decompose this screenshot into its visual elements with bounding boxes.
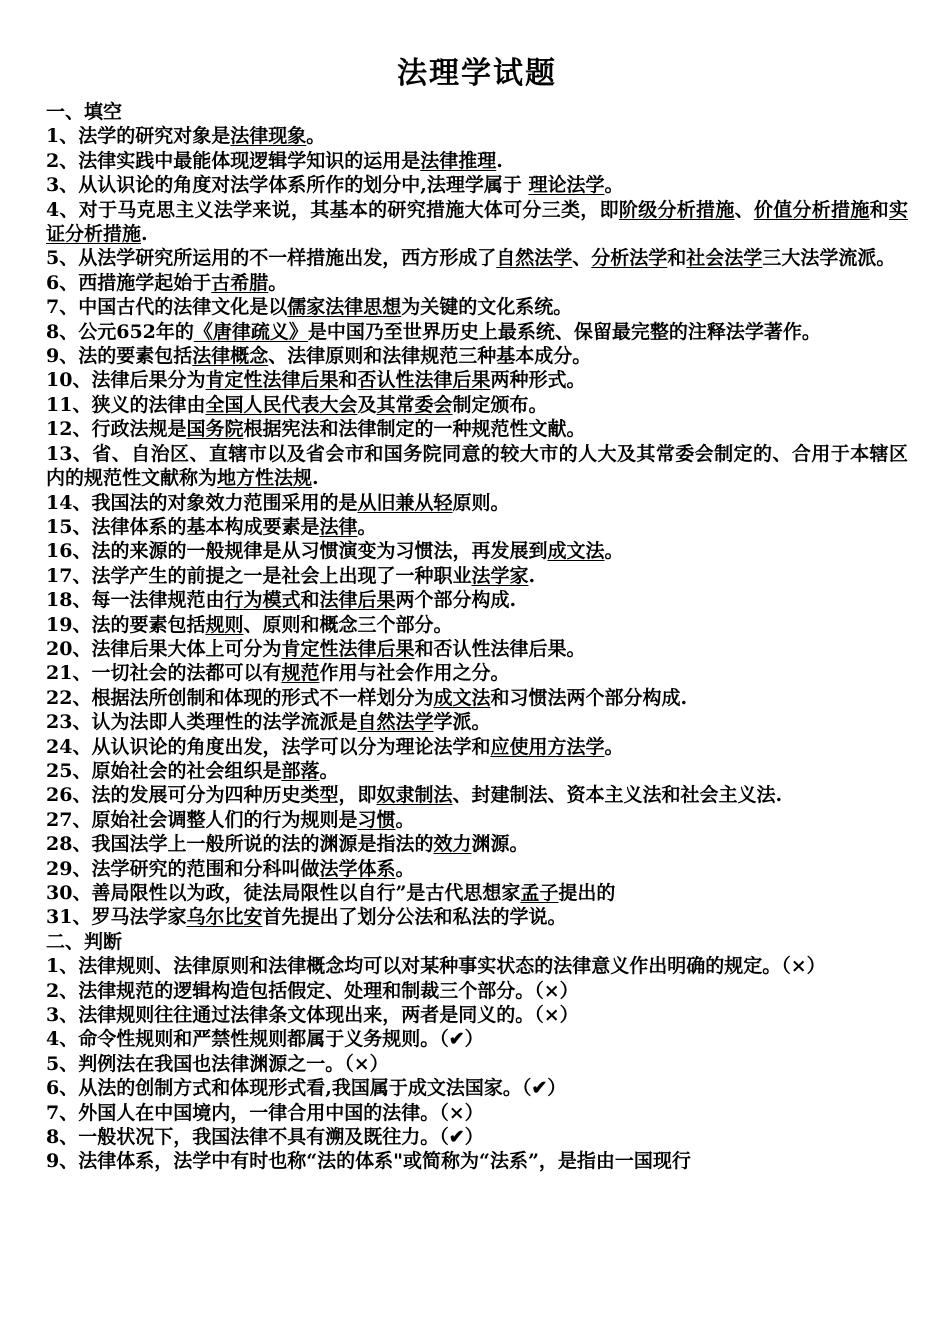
question-text: 5、判例法在我国也法律渊源之一。（×） — [46, 1052, 389, 1075]
question-item — [46, 661, 908, 685]
question-text: 首先提出了划分公法和私法的学说。 — [262, 906, 567, 929]
question-text: 渊源。 — [471, 833, 529, 856]
question-text: 21、一切社会的法都可以有 — [46, 662, 282, 685]
question-item — [46, 368, 908, 392]
question-item — [46, 149, 908, 173]
answer-text: 规则 — [205, 613, 244, 636]
answer-text: 部落 — [281, 759, 320, 782]
question-item — [46, 539, 908, 563]
question-item — [46, 881, 908, 905]
question-text: 20、法律后果大体上可分为 — [46, 637, 282, 660]
answer-text: 成文法 — [547, 540, 605, 563]
question-item — [46, 198, 908, 247]
question-item — [46, 344, 908, 368]
question-text: 22、根据法所创制和体现的形式不一样划分为 — [46, 686, 434, 709]
answer-text: 从旧兼从轻 — [357, 491, 453, 514]
question-text: . — [528, 564, 536, 587]
question-item — [46, 393, 908, 417]
answer-text: 习惯 — [357, 808, 396, 831]
question-text: 。 — [604, 735, 624, 758]
question-item — [46, 759, 908, 783]
question-item — [46, 1052, 908, 1076]
question-text: 5、从法学研究所运用的不一样措施出发，西方形成了 — [46, 247, 497, 270]
question-text: 13、省、自治区、直辖市以及省会市和国务院同意的较大市的人大及其常委会制定的、合用于本辖区内的规范性文献称为 — [46, 442, 908, 490]
question-text: 4、对于马克思主义法学来说，其基本的研究措施大体可分三类，即 — [46, 198, 619, 221]
question-item — [46, 1027, 908, 1051]
question-text: 为关键的文化系统。 — [401, 296, 573, 319]
answer-text: 法学体系 — [319, 857, 396, 880]
question-text: . — [141, 223, 148, 246]
question-text: 、法律原则和法律规范三种基本成分。 — [268, 345, 592, 368]
question-text: 8、一般状况下，我国法律不具有溯及既往力。（✔） — [46, 1126, 484, 1149]
question-text: 23、认为法即人类理性的法学流派是 — [46, 711, 358, 734]
question-text: 和习惯法两个部分构成. — [490, 686, 688, 709]
question-text: 19、法的要素包括 — [46, 613, 206, 636]
answer-text: 法律 — [319, 515, 358, 538]
question-text: 提出的 — [558, 882, 616, 904]
section-heading: 二、判断 — [46, 930, 123, 953]
question-text: 9、法律体系，法学中有时也称“法的体系"或简称为“法系”，是指由一国现行 — [46, 1150, 691, 1173]
question-text: 4、命令性规则和严禁性规则都属于义务规则。（✔） — [46, 1028, 484, 1051]
question-text: 27、原始社会调整人们的行为规则是 — [46, 808, 358, 831]
document-page — [46, 54, 908, 1174]
question-item — [46, 1076, 908, 1100]
answer-text: 理论法学 — [528, 174, 605, 197]
answer-text: 地方性法规 — [217, 467, 313, 490]
question-item — [46, 271, 908, 295]
question-text: 2、法律规范的逻辑构造包括假定、处理和制裁三个部分。（×） — [46, 979, 579, 1002]
question-text: 6、西措施学起始于 — [46, 271, 212, 294]
question-item — [46, 710, 908, 734]
question-text: 17、法学产生的前提之一是社会上出现了一种职业 — [46, 564, 472, 587]
question-text: 和 — [338, 369, 358, 392]
question-text: 6、从法的创制方式和体现形式看,我国属于成文法国家。（✔） — [46, 1077, 567, 1100]
question-text: 。 — [319, 759, 339, 782]
question-text: 1、法律规则、法律原则和法律概念均可以对某种事实状态的法律意义作出明确的规定。（×） — [46, 955, 826, 978]
question-text: 18、每一法律规范由 — [46, 589, 225, 612]
question-text: 。 — [357, 515, 377, 538]
question-text: 、原则和概念三个部分。 — [243, 613, 453, 636]
answer-text: 法律后果 — [319, 589, 396, 612]
answer-text: 应使用方法学 — [490, 735, 605, 758]
answer-text: 古希腊 — [211, 271, 269, 294]
answer-text: 肯定性法律后果 — [205, 369, 339, 392]
document-title: 法理学试题 — [397, 56, 557, 91]
question-text: 。 — [604, 174, 624, 197]
question-item — [46, 1125, 908, 1149]
question-text: 26、法的发展可分为四种历史类型，即 — [46, 784, 377, 807]
question-item — [46, 173, 908, 197]
question-text: 作用与社会作用之分。 — [319, 662, 510, 685]
question-text: 8、公元652年的 — [46, 320, 194, 343]
question-text: 。 — [395, 808, 415, 831]
question-item — [46, 295, 908, 319]
question-text: 。 — [306, 125, 326, 148]
question-text: 两个部分构成. — [395, 589, 517, 612]
question-item — [46, 905, 908, 929]
question-item — [46, 515, 908, 539]
answer-text: 孟子 — [520, 882, 559, 904]
answer-text: 其常委会 — [376, 393, 453, 416]
answer-text: 行为模式 — [224, 589, 301, 612]
question-text: 10、法律后果分为 — [46, 369, 206, 392]
question-text: 15、法律体系的基本构成要素是 — [46, 515, 320, 538]
question-text: 。 — [604, 540, 624, 563]
answer-text: 儒家法律思想 — [287, 296, 402, 319]
question-text: 3、法律规则往往通过法律条文体现出来，两者是同义的。（×） — [46, 1004, 579, 1027]
question-item — [46, 783, 908, 807]
question-text: 、 — [734, 198, 754, 221]
question-text: 和 — [667, 247, 687, 270]
answer-text: 实证分析措施 — [46, 198, 908, 246]
question-text: 和否认性法律后果。 — [414, 637, 586, 660]
question-text: 原则。 — [452, 491, 510, 514]
question-text: 25、原始社会的社会组织是 — [46, 759, 282, 782]
question-text: 3、从认识论的角度对法学体系所作的划分中,法理学属于 — [46, 174, 529, 197]
question-item — [46, 246, 908, 270]
question-item — [46, 442, 908, 491]
question-item — [46, 954, 908, 978]
answer-text: 全国人民代表大会 — [205, 393, 358, 416]
answer-text: 国务院 — [186, 418, 244, 441]
question-text: 24、从认识论的角度出发，法学可以分为理论法学和 — [46, 735, 491, 758]
answer-text: 法学家 — [471, 564, 529, 587]
question-item — [46, 1101, 908, 1125]
question-text: 根据宪法和法律制定的一种规范性文献。 — [243, 418, 586, 441]
question-text: . — [312, 467, 319, 490]
question-text: 7、中国古代的法律文化是以 — [46, 296, 288, 319]
question-text: . — [496, 149, 503, 172]
question-text: 三大法学流派。 — [762, 247, 896, 270]
question-text: 、封建制法、资本主义法和社会主义法. — [452, 784, 783, 807]
answer-text: 肯定性法律后果 — [281, 637, 415, 660]
question-item — [46, 979, 908, 1003]
answer-text: 否认性法律后果 — [357, 369, 491, 392]
answer-text: 法律概念 — [192, 345, 269, 368]
answer-text: 规范 — [281, 662, 320, 685]
question-text: 。 — [395, 857, 415, 880]
answer-text: 法律现象 — [230, 125, 307, 148]
question-item — [46, 613, 908, 637]
question-text: 7、外国人在中国境内，一律合用中国的法律。（×） — [46, 1101, 484, 1124]
answer-text: 奴隶制法 — [376, 784, 453, 807]
question-text: 及 — [357, 393, 377, 416]
question-item — [46, 588, 908, 612]
answer-text: 价值分析措施 — [753, 198, 870, 221]
question-text: 。 — [268, 271, 288, 294]
question-text: 和 — [869, 198, 889, 221]
question-text: 11、狭义的法律由 — [46, 393, 206, 416]
question-item — [46, 857, 908, 881]
question-item — [46, 124, 908, 148]
question-text: 2、法律实践中最能体现逻辑学知识的运用是 — [46, 149, 421, 172]
question-item — [46, 491, 908, 515]
question-text: 1、法学的研究对象是 — [46, 125, 231, 148]
question-text: 、 — [572, 247, 592, 270]
question-item — [46, 564, 908, 588]
question-item — [46, 686, 908, 710]
answer-text: 《唐律疏义》 — [193, 320, 308, 343]
question-text: 制定颁布。 — [452, 393, 548, 416]
question-text: 31、罗马法学家 — [46, 906, 187, 929]
question-text: 两种形式。 — [490, 369, 586, 392]
answer-text: 成文法 — [433, 686, 491, 709]
question-item — [46, 1003, 908, 1027]
answer-text: 法律推理 — [420, 149, 497, 172]
question-item — [46, 637, 908, 661]
question-item — [46, 808, 908, 832]
question-text: 28、我国法学上一般所说的法的渊源是指法的 — [46, 833, 434, 856]
question-text: 9、法的要素包括 — [46, 345, 193, 368]
question-text: 14、我国法的对象效力范围采用的是 — [46, 491, 358, 514]
question-item — [46, 735, 908, 759]
section-heading: 一、填空 — [46, 101, 123, 123]
answer-text: 乌尔比安 — [186, 906, 263, 929]
question-text: 学派。 — [433, 711, 491, 734]
document-body — [46, 100, 908, 1174]
answer-text: 自然法学 — [357, 711, 434, 734]
answer-text: 分析法学 — [591, 247, 668, 270]
question-item — [46, 320, 908, 344]
question-item — [46, 832, 908, 856]
question-item — [46, 417, 908, 441]
question-text: 29、法学研究的范围和分科叫做 — [46, 857, 320, 880]
question-text: 是中国乃至世界历史上最系统、保留最完整的注释法学著作。 — [307, 320, 821, 343]
question-text: 30、善局限性以为政，徒法局限性以自行”是古代思想家 — [46, 882, 521, 904]
question-text: 12、行政法规是 — [46, 418, 187, 441]
question-text: 16、法的来源的一般规律是从习惯演变为习惯法，再发展到 — [46, 540, 548, 563]
question-item — [46, 1149, 908, 1173]
answer-text: 自然法学 — [496, 247, 573, 270]
answer-text: 阶级分析措施 — [618, 198, 735, 221]
answer-text: 效力 — [433, 833, 472, 856]
question-text: 和 — [300, 589, 320, 612]
answer-text: 社会法学 — [686, 247, 763, 270]
